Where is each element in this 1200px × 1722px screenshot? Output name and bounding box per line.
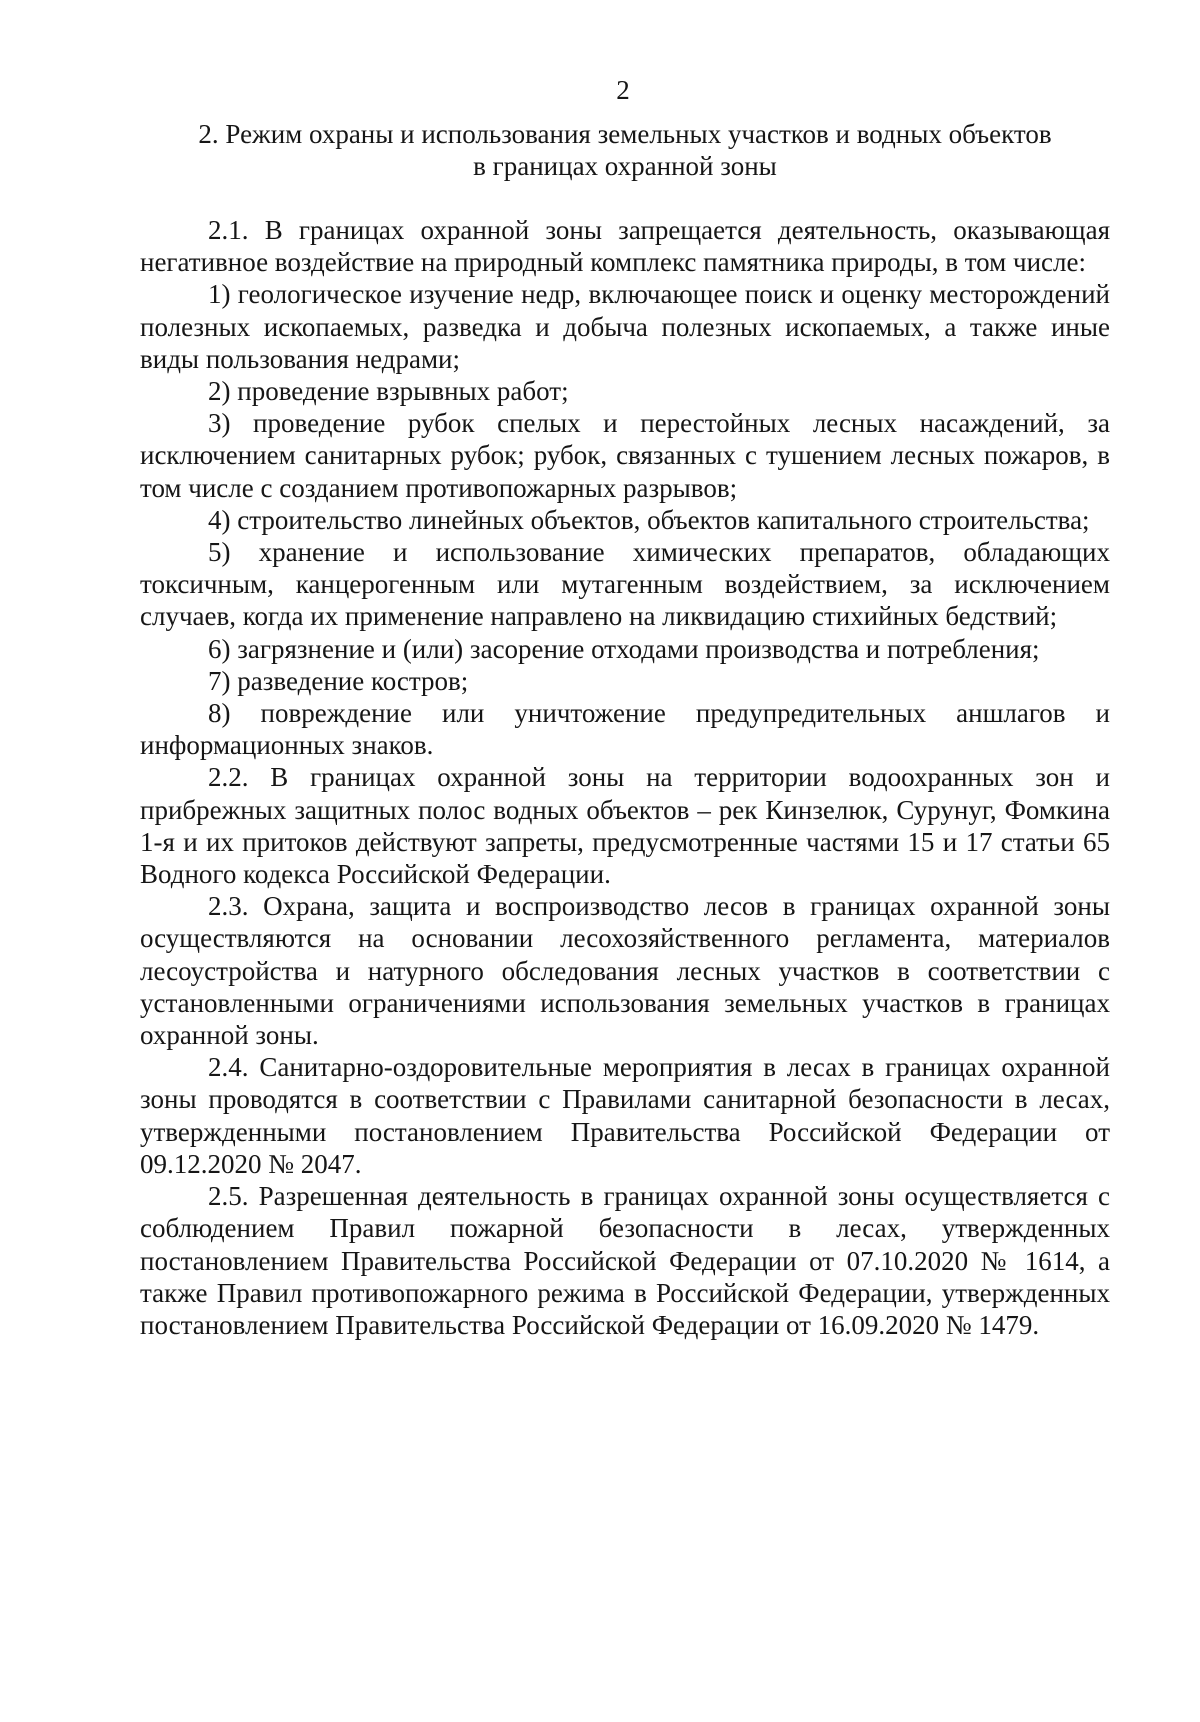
list-item-3: 3) проведение рубок спелых и перестойных лесных насаждений, за исключением санитарных рубок; рубок, связанных с тушением лесных пожаров, в том числе с созданием противопожарных разрывов; (140, 408, 1110, 503)
list-item-8: 8) повреждение или уничтожение предупредительных аншлагов и информационных знаков. (140, 698, 1110, 761)
list-item-6: 6) загрязнение и (или) засорение отходами производства и потребления; (208, 633, 1040, 664)
section-heading-line-2: в границах охранной зоны (473, 151, 777, 181)
section-heading (140, 118, 1110, 182)
document-body (140, 214, 1110, 1341)
list-item-5: 5) хранение и использование химических препаратов, обладающих токсичным, канцерогенным или мутагенным воздействием, за исключением случаев, когда их применение направлено на ликвидацию стихийных бедствий; (140, 537, 1110, 632)
paragraph-2-5: 2.5. Разрешенная деятельность в границах охранной зоны осуществляется с соблюдением Правил пожарной безопасности в лесах, утвержденных постановлением Правительства Российской Федерации от 07.10.2020 № 1614, а также Правил противопожарного режима в Российской Федерации, утвержденных постановлением Правительства Российской Федерации от 16.09.2020 № 1479. (140, 1181, 1110, 1340)
paragraph-2-2: 2.2. В границах охранной зоны на территории водоохранных зон и прибрежных защитных полос водных объектов – рек Кинзелюк, Сурунуг, Фомкина 1-я и их притоков действуют запреты, предусмотренные частями 15 и 17 статьи 65 Водного кодекса Российской Федерации. (140, 762, 1110, 890)
list-item-1: 1) геологическое изучение недр, включающее поиск и оценку месторождений полезных ископаемых, разведка и добыча полезных ископаемых, а также иные виды пользования недрами; (140, 279, 1110, 374)
list-item-4: 4) строительство линейных объектов, объектов капитального строительства; (208, 504, 1090, 535)
list-item-2: 2) проведение взрывных работ; (208, 376, 569, 407)
paragraph-2-3: 2.3. Охрана, защита и воспроизводство лесов в границах охранной зоны осуществляются на основании лесохозяйственного регламента, материалов лесоустройства и натурного обследования лесных участков в соответствии с установленными ограничениями использования земельных участков в границах охранной зоны. (140, 891, 1110, 1051)
section-heading-line-1: 2. Режим охраны и использования земельных участков и водных объектов (198, 119, 1052, 149)
paragraph-2-1: 2.1. В границах охранной зоны запрещается деятельность, оказывающая негативное воздействие на природный комплекс памятника природы, в том числе: (140, 215, 1110, 278)
page-number: 2 (616, 75, 630, 105)
paragraph-2-4: 2.4. Санитарно-оздоровительные мероприятия в лесах в границах охранной зоны проводятся в соответствии с Правилами санитарной безопасности в лесах, утвержденными постановлением Правительства Российской Федерации от 09.12.2020 № 2047. (140, 1052, 1110, 1179)
list-item-7: 7) разведение костров; (208, 665, 469, 696)
